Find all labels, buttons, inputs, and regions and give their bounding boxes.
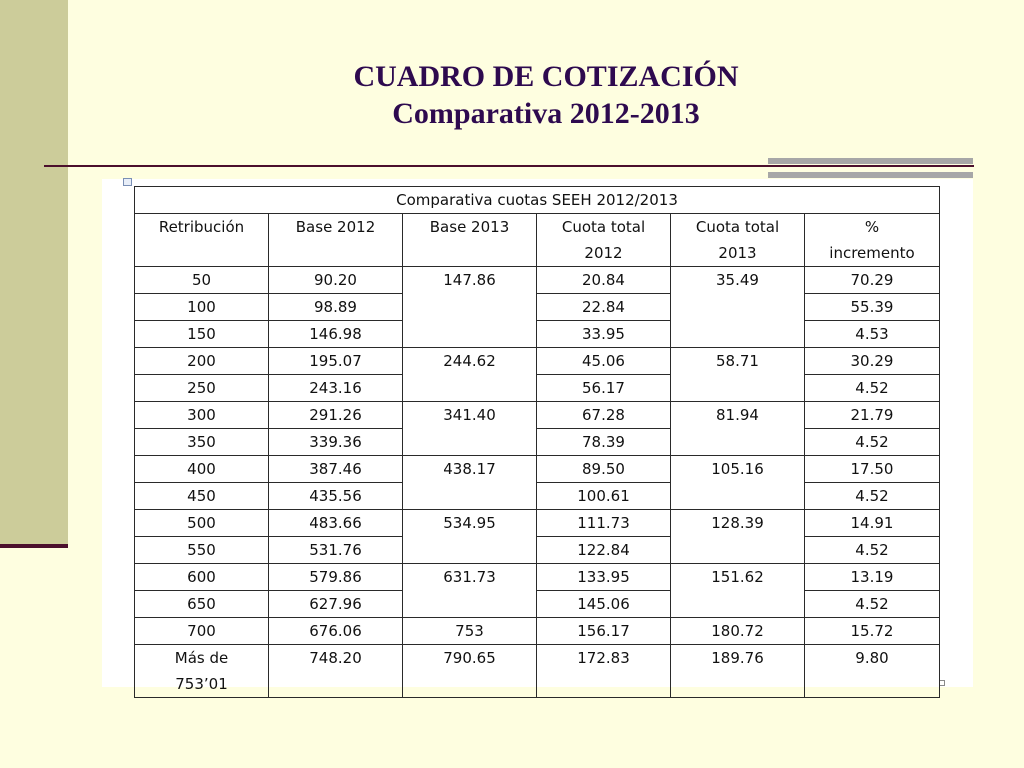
cell-base-2013: 534.95 — [403, 510, 537, 564]
cell-cuota-2012: 78.39 — [537, 429, 671, 456]
cell-base-2012: 98.89 — [269, 294, 403, 321]
cell-cuota-2012: 122.84 — [537, 537, 671, 564]
quotes-table — [134, 186, 940, 698]
cell-incremento: 14.91 — [805, 510, 940, 537]
table-row — [135, 564, 940, 591]
cell-incremento: 4.52 — [805, 591, 940, 618]
cell-cuota-2013: 35.49 — [671, 267, 805, 348]
cell-retribucion: 550 — [135, 537, 269, 564]
cell-incremento: 30.29 — [805, 348, 940, 375]
cell-base-2013: 341.40 — [403, 402, 537, 456]
header-retribucion: Retribución — [135, 214, 269, 267]
cell-base-2012: 531.76 — [269, 537, 403, 564]
table-row — [135, 294, 940, 321]
table-row — [135, 618, 940, 645]
cell-base-2012: 627.96 — [269, 591, 403, 618]
cell-base-2012: 579.86 — [269, 564, 403, 591]
cell-base-2012: 339.36 — [269, 429, 403, 456]
cell-cuota-2012: 67.28 — [537, 402, 671, 429]
cell-base-2012: 195.07 — [269, 348, 403, 375]
cell-incremento: 4.52 — [805, 429, 940, 456]
cell-cuota-2013: 189.76 — [671, 645, 805, 698]
cell-cuota-2012: 89.50 — [537, 456, 671, 483]
table-row — [135, 429, 940, 456]
header-incremento: % incremento — [805, 214, 940, 267]
cell-base-2013: 147.86 — [403, 267, 537, 348]
table-row-last — [135, 645, 940, 698]
cell-cuota-2013: 128.39 — [671, 510, 805, 564]
cell-retribucion: 450 — [135, 483, 269, 510]
cell-base-2012: 483.66 — [269, 510, 403, 537]
table-row — [135, 456, 940, 483]
cell-retribucion: 50 — [135, 267, 269, 294]
cell-incremento: 4.53 — [805, 321, 940, 348]
cell-cuota-2012: 133.95 — [537, 564, 671, 591]
header-base-2012: Base 2012 — [269, 214, 403, 267]
cell-cuota-2012: 145.06 — [537, 591, 671, 618]
cell-base-2013: 753 — [403, 618, 537, 645]
cell-incremento: 4.52 — [805, 483, 940, 510]
cell-retribucion: Más de 753’01 — [135, 645, 269, 698]
divider-accent — [768, 158, 973, 178]
cell-cuota-2012: 22.84 — [537, 294, 671, 321]
cell-incremento: 4.52 — [805, 537, 940, 564]
cell-retribucion: 600 — [135, 564, 269, 591]
table-row — [135, 483, 940, 510]
cell-base-2012: 435.56 — [269, 483, 403, 510]
cell-cuota-2013: 58.71 — [671, 348, 805, 402]
table-row — [135, 321, 940, 348]
cell-retribucion: 400 — [135, 456, 269, 483]
cell-cuota-2012: 111.73 — [537, 510, 671, 537]
title-line-1: CUADRO DE COTIZACIÓN — [353, 60, 739, 93]
title-line-2: Comparativa 2012-2013 — [392, 97, 700, 130]
cell-incremento: 9.80 — [805, 645, 940, 698]
left-decor-bar — [0, 0, 68, 545]
cell-incremento: 70.29 — [805, 267, 940, 294]
cell-cuota-2012: 33.95 — [537, 321, 671, 348]
cell-base-2013: 631.73 — [403, 564, 537, 618]
header-cuota-2013: Cuota total 2013 — [671, 214, 805, 267]
cell-cuota-2013: 151.62 — [671, 564, 805, 618]
cell-retribucion: 200 — [135, 348, 269, 375]
cell-cuota-2012: 100.61 — [537, 483, 671, 510]
cell-incremento: 4.52 — [805, 375, 940, 402]
cell-retribucion: 150 — [135, 321, 269, 348]
cell-cuota-2012: 45.06 — [537, 348, 671, 375]
cell-incremento: 55.39 — [805, 294, 940, 321]
cell-incremento: 17.50 — [805, 456, 940, 483]
left-decor-line — [0, 544, 68, 548]
header-cuota-2012: Cuota total 2012 — [537, 214, 671, 267]
cell-base-2012: 146.98 — [269, 321, 403, 348]
table-move-handle[interactable] — [123, 178, 132, 186]
table-row — [135, 537, 940, 564]
cell-base-2013: 438.17 — [403, 456, 537, 510]
cell-retribucion: 700 — [135, 618, 269, 645]
cell-cuota-2013: 105.16 — [671, 456, 805, 510]
cell-cuota-2013: 81.94 — [671, 402, 805, 456]
cell-incremento: 15.72 — [805, 618, 940, 645]
cell-retribucion: 500 — [135, 510, 269, 537]
slide-title — [68, 58, 1024, 132]
cell-base-2012: 387.46 — [269, 456, 403, 483]
cell-cuota-2012: 156.17 — [537, 618, 671, 645]
cell-base-2012: 748.20 — [269, 645, 403, 698]
cell-cuota-2012: 172.83 — [537, 645, 671, 698]
table-row — [135, 375, 940, 402]
table-row — [135, 348, 940, 375]
table-body — [135, 267, 940, 645]
table-row — [135, 510, 940, 537]
table-row — [135, 402, 940, 429]
cell-cuota-2012: 20.84 — [537, 267, 671, 294]
cell-incremento: 13.19 — [805, 564, 940, 591]
cell-retribucion: 350 — [135, 429, 269, 456]
cell-retribucion: 300 — [135, 402, 269, 429]
cell-retribucion: 100 — [135, 294, 269, 321]
cell-cuota-2012: 56.17 — [537, 375, 671, 402]
cell-retribucion: 650 — [135, 591, 269, 618]
cell-retribucion: 250 — [135, 375, 269, 402]
cell-base-2012: 243.16 — [269, 375, 403, 402]
cell-base-2012: 291.26 — [269, 402, 403, 429]
cell-incremento: 21.79 — [805, 402, 940, 429]
cell-base-2012: 90.20 — [269, 267, 403, 294]
cell-base-2012: 676.06 — [269, 618, 403, 645]
table-row — [135, 591, 940, 618]
cell-cuota-2013: 180.72 — [671, 618, 805, 645]
cell-base-2013: 790.65 — [403, 645, 537, 698]
header-base-2013: Base 2013 — [403, 214, 537, 267]
cell-base-2013: 244.62 — [403, 348, 537, 402]
table-caption: Comparativa cuotas SEEH 2012/2013 — [135, 187, 940, 214]
table-row — [135, 267, 940, 294]
